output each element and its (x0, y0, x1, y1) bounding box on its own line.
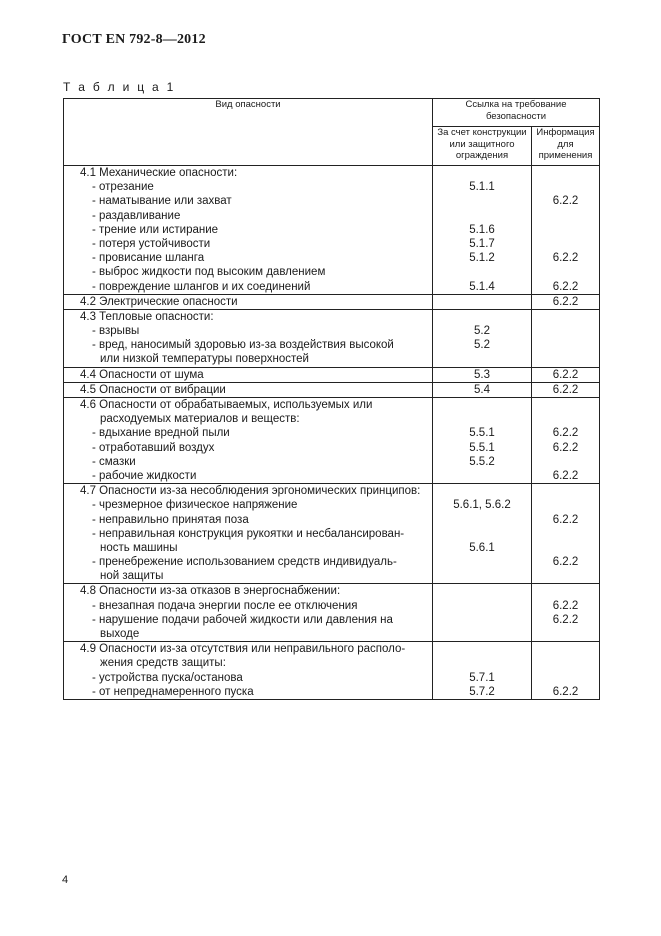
hazard-line: - отработавший воздух (92, 441, 215, 454)
reference-value (532, 455, 599, 469)
reference-value (532, 180, 599, 194)
info-cell (532, 484, 600, 584)
header-safety-requirement-ref: Ссылка на требование безопасности (433, 99, 600, 127)
reference-value (532, 324, 599, 338)
by-design-cell (433, 398, 532, 484)
reference-value: 6.2.2 (552, 613, 579, 626)
reference-value (433, 656, 531, 670)
reference-value: 6.2.2 (552, 685, 579, 698)
info-cell (532, 642, 600, 700)
hazard-line: - взрывы (92, 325, 140, 338)
hazard-line: или низкой температуры поверхностей (100, 353, 309, 366)
reference-value (532, 166, 599, 180)
hazard-group-row (64, 382, 600, 397)
hazard-cell (64, 484, 433, 584)
reference-value: 5.3 (474, 368, 490, 381)
reference-value (532, 541, 599, 555)
info-cell (532, 309, 600, 367)
reference-value (532, 237, 599, 251)
reference-value: 6.2.2 (552, 599, 579, 612)
reference-value (532, 398, 599, 412)
reference-value: 5.2 (474, 339, 490, 352)
reference-value (532, 209, 599, 223)
reference-value (433, 469, 531, 483)
hazard-line: - нарушение подачи рабочей жидкости или давления на (92, 613, 393, 626)
hazard-line: 4.2 Электрические опасности (80, 295, 238, 308)
hazard-cell (64, 398, 433, 484)
hazard-group-row (64, 294, 600, 309)
reference-value: 5.2 (474, 325, 490, 338)
reference-value (433, 642, 531, 656)
reference-value: 5.1.7 (469, 237, 495, 250)
hazard-line: 4.9 Опасности из-за отсутствия или неправильного располо- (80, 643, 406, 656)
table-caption: Т а б л и ц а 1 (63, 80, 176, 94)
by-design-cell (433, 309, 532, 367)
reference-value: 6.2.2 (552, 556, 579, 569)
hazard-group-row (64, 642, 600, 700)
hazard-line: 4.5 Опасности от вибрации (80, 383, 226, 396)
hazard-group-row (64, 309, 600, 367)
hazard-line: - потеря устойчивости (92, 237, 211, 250)
hazard-line: - трение или истирание (92, 223, 219, 236)
reference-value (433, 194, 531, 208)
reference-value (433, 352, 531, 366)
reference-value: 5.7.1 (469, 671, 495, 684)
by-design-cell (433, 294, 532, 309)
by-design-cell (433, 642, 532, 700)
reference-value: 5.5.2 (469, 455, 495, 468)
reference-value (532, 223, 599, 237)
reference-value: 5.4 (474, 383, 490, 396)
document-code: ГОСТ EN 792-8—2012 (62, 32, 206, 47)
hazard-group-row (64, 584, 600, 642)
reference-value (532, 498, 599, 512)
reference-value: 5.5.1 (469, 427, 495, 440)
info-cell (532, 166, 600, 295)
reference-value: 6.2.2 (552, 469, 579, 482)
reference-value (433, 513, 531, 527)
hazard-line: 4.7 Опасности из-за несоблюдения эргономических принципов: (80, 485, 421, 498)
reference-value (532, 338, 599, 352)
info-cell (532, 367, 600, 382)
reference-value (532, 310, 599, 324)
hazard-line: 4.8 Опасности из-за отказов в энергоснабжении: (80, 585, 341, 598)
hazard-cell (64, 584, 433, 642)
reference-value (433, 209, 531, 223)
hazard-cell (64, 382, 433, 397)
hazard-line: - вдыхание вредной пыли (92, 427, 230, 440)
hazard-line: ной защиты (100, 570, 164, 583)
hazard-group-row (64, 398, 600, 484)
reference-value: 5.6.1, 5.6.2 (453, 499, 511, 512)
by-design-cell (433, 367, 532, 382)
by-design-cell (433, 382, 532, 397)
reference-value (532, 584, 599, 598)
hazards-table (63, 98, 600, 700)
reference-value: 5.5.1 (469, 441, 495, 454)
info-cell (532, 294, 600, 309)
hazard-line: - устройства пуска/останова (92, 671, 243, 684)
hazard-line: ность машины (100, 541, 178, 554)
reference-value: 6.2.2 (552, 195, 579, 208)
hazard-line: - рабочие жидкости (92, 469, 197, 482)
hazard-line: - от непреднамеренного пуска (92, 685, 254, 698)
reference-value (433, 412, 531, 426)
hazard-cell (64, 309, 433, 367)
hazard-line: 4.6 Опасности от обрабатываемых, используемых или (80, 399, 373, 411)
reference-value (433, 310, 531, 324)
hazard-cell (64, 294, 433, 309)
reference-value (433, 398, 531, 412)
hazard-line: - неправильно принятая поза (92, 513, 249, 526)
reference-value (532, 656, 599, 670)
reference-value (532, 265, 599, 279)
hazard-cell (64, 642, 433, 700)
reference-value (532, 412, 599, 426)
hazard-group-row (64, 484, 600, 584)
reference-value: 6.2.2 (552, 280, 579, 293)
reference-value: 6.2.2 (552, 513, 579, 526)
reference-value (532, 627, 599, 641)
reference-value (433, 599, 531, 613)
header-by-design: За счет конструкции или защитного ограждения (433, 127, 532, 166)
reference-value: 6.2.2 (552, 427, 579, 440)
hazard-group-row (64, 367, 600, 382)
hazard-line: 4.1 Механические опасности: (80, 167, 238, 179)
hazard-line: - пренебрежение использованием средств индивидуаль- (92, 556, 397, 569)
reference-value: 6.2.2 (552, 368, 579, 381)
reference-value: 5.6.1 (469, 541, 495, 554)
hazard-line: расходуемых материалов и веществ: (100, 413, 300, 426)
reference-value (433, 569, 531, 583)
reference-value: 5.1.1 (469, 181, 495, 194)
page-number: 4 (62, 874, 69, 886)
hazard-line: - выброс жидкости под высоким давлением (92, 266, 326, 279)
hazard-line: выходе (100, 628, 140, 640)
reference-value: 5.7.2 (469, 685, 495, 698)
reference-value (433, 527, 531, 541)
reference-value (433, 484, 531, 498)
reference-value (433, 265, 531, 279)
reference-value: 6.2.2 (552, 441, 579, 454)
reference-value (433, 584, 531, 598)
reference-value (532, 642, 599, 656)
header-hazard-type: Вид опасности (64, 99, 433, 166)
reference-value: 6.2.2 (552, 252, 579, 265)
hazard-line: 4.4 Опасности от шума (80, 368, 204, 381)
hazard-line: - раздавливание (92, 209, 181, 222)
hazard-line: - неправильная конструкция рукоятки и несбалансирован- (92, 527, 405, 540)
hazard-line: жения средств защиты: (100, 657, 226, 670)
hazard-line: - вред, наносимый здоровью из-за воздействия высокой (92, 339, 394, 352)
reference-value: 5.1.6 (469, 223, 495, 236)
reference-value (532, 671, 599, 685)
reference-value (433, 613, 531, 627)
reference-value (532, 484, 599, 498)
hazard-line: - смазки (92, 455, 136, 468)
by-design-cell (433, 166, 532, 295)
hazard-line: - повреждение шлангов и их соединений (92, 280, 311, 293)
reference-value (433, 627, 531, 641)
hazard-line: - отрезание (92, 181, 154, 194)
reference-value (433, 555, 531, 569)
hazard-line: - внезапная подача энергии после ее отключения (92, 599, 358, 612)
by-design-cell (433, 484, 532, 584)
info-cell (532, 584, 600, 642)
header-info-for-use: Информация для применения (532, 127, 600, 166)
hazard-group-row (64, 166, 600, 295)
reference-value: 6.2.2 (552, 383, 579, 396)
hazard-line: - чрезмерное физическое напряжение (92, 499, 298, 512)
reference-value (433, 166, 531, 180)
reference-value: 5.1.4 (469, 280, 495, 293)
reference-value: 5.1.2 (469, 252, 495, 265)
reference-value (532, 352, 599, 366)
hazard-line: 4.3 Тепловые опасности: (80, 310, 214, 323)
reference-value (532, 569, 599, 583)
hazard-line: - наматывание или захват (92, 195, 232, 208)
hazard-line: - провисание шланга (92, 252, 205, 265)
reference-value: 6.2.2 (552, 295, 579, 308)
info-cell (532, 382, 600, 397)
hazard-cell (64, 166, 433, 295)
hazard-cell (64, 367, 433, 382)
reference-value (433, 295, 531, 309)
info-cell (532, 398, 600, 484)
by-design-cell (433, 584, 532, 642)
reference-value (532, 527, 599, 541)
